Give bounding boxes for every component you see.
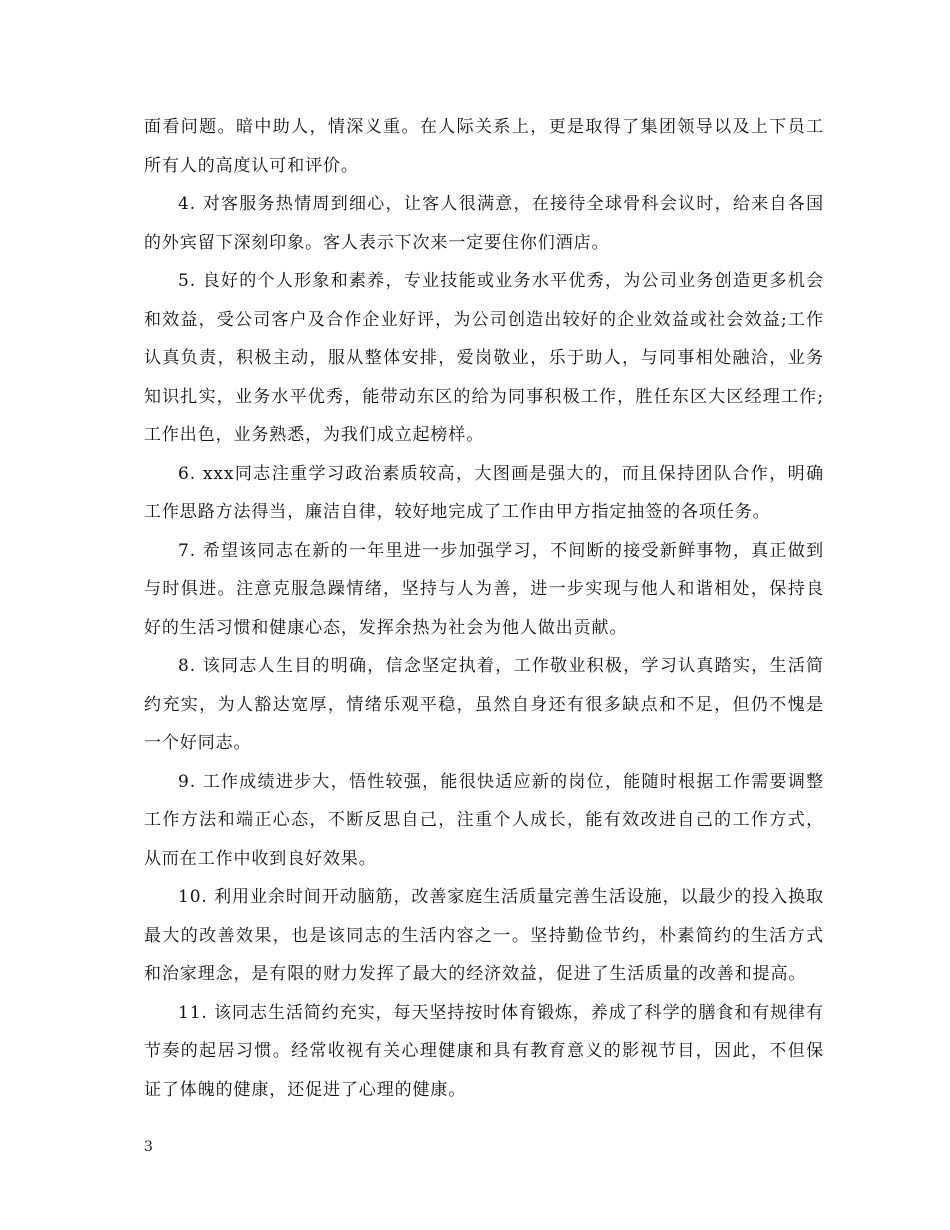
paragraph-item-6: 6. xxx同志注重学习政治素质较高，大图画是强大的，而且保持团队合作，明确工作思路方法得当，廉洁自律，较好地完成了工作由甲方指定抽签的各项任务。: [144, 463, 824, 522]
page-number: 3: [144, 1139, 153, 1155]
paragraph-item-9: 9. 工作成绩进步大，悟性较强，能很快适应新的岗位，能随时根据工作需要调整工作方法和端正心态，不断反思自己，注重个人成长，能有效改进自己的工作方式，从而在工作中收到良好效果。: [144, 771, 824, 869]
paragraph-continuation: 面看问题。暗中助人，情深义重。在人际关系上，更是取得了集团领导以及上下员工所有人的高度认可和评价。: [144, 117, 824, 176]
paragraph-item-10: 10. 利用业余时间开动脑筋，改善家庭生活质量完善生活设施，以最少的投入换取最大的改善效果，也是该同志的生活内容之一。坚持勤俭节约，朴素简约的生活方式和治家理念，是有限的财力发挥了最大的经济效益，促进了生活质量的改善和提高。: [144, 887, 824, 984]
paragraph-item-7: 7. 希望该同志在新的一年里进一步加强学习，不间断的接受新鲜事物，真正做到与时俱进。注意克服急躁情绪，坚持与人为善，进一步实现与他人和谐相处，保持良好的生活习惯和健康心态，发挥余热为社会为他人做出贡献。: [144, 540, 824, 638]
paragraph-item-11: 11. 该同志生活简约充实，每天坚持按时体育锻炼，养成了科学的膳食和有规律有节奏的起居习惯。经常收视有关心理健康和具有教育意义的影视节目，因此，不但保证了体魄的健康，还促进了心理的健康。: [144, 1002, 824, 1100]
paragraph-item-8: 8. 该同志人生目的明确，信念坚定执着，工作敬业积极，学习认真踏实，生活简约充实，为人豁达宽厚，情绪乐观平稳，虽然自身还有很多缺点和不足，但仍不愧是一个好同志。: [144, 656, 824, 753]
document-body: [144, 108, 824, 1109]
paragraph-item-4: 4. 对客服务热情周到细心，让客人很满意，在接待全球骨科会议时，给来自各国的外宾留下深刻印象。客人表示下次来一定要住你们酒店。: [144, 194, 824, 253]
paragraph-item-5: 5. 良好的个人形象和素养，专业技能或业务水平优秀，为公司业务创造更多机会和效益，受公司客户及合作企业好评，为公司创造出较好的企业效益或社会效益;工作认真负责，积极主动，服从整体安排，爱岗敬业，乐于助人，与同事相处融洽，业务知识扎实，业务水平优秀，能带动东区的给为同事积极工作，胜任东区大区经理工作;工作出色，业务熟悉，为我们成立起榜样。: [144, 271, 824, 445]
